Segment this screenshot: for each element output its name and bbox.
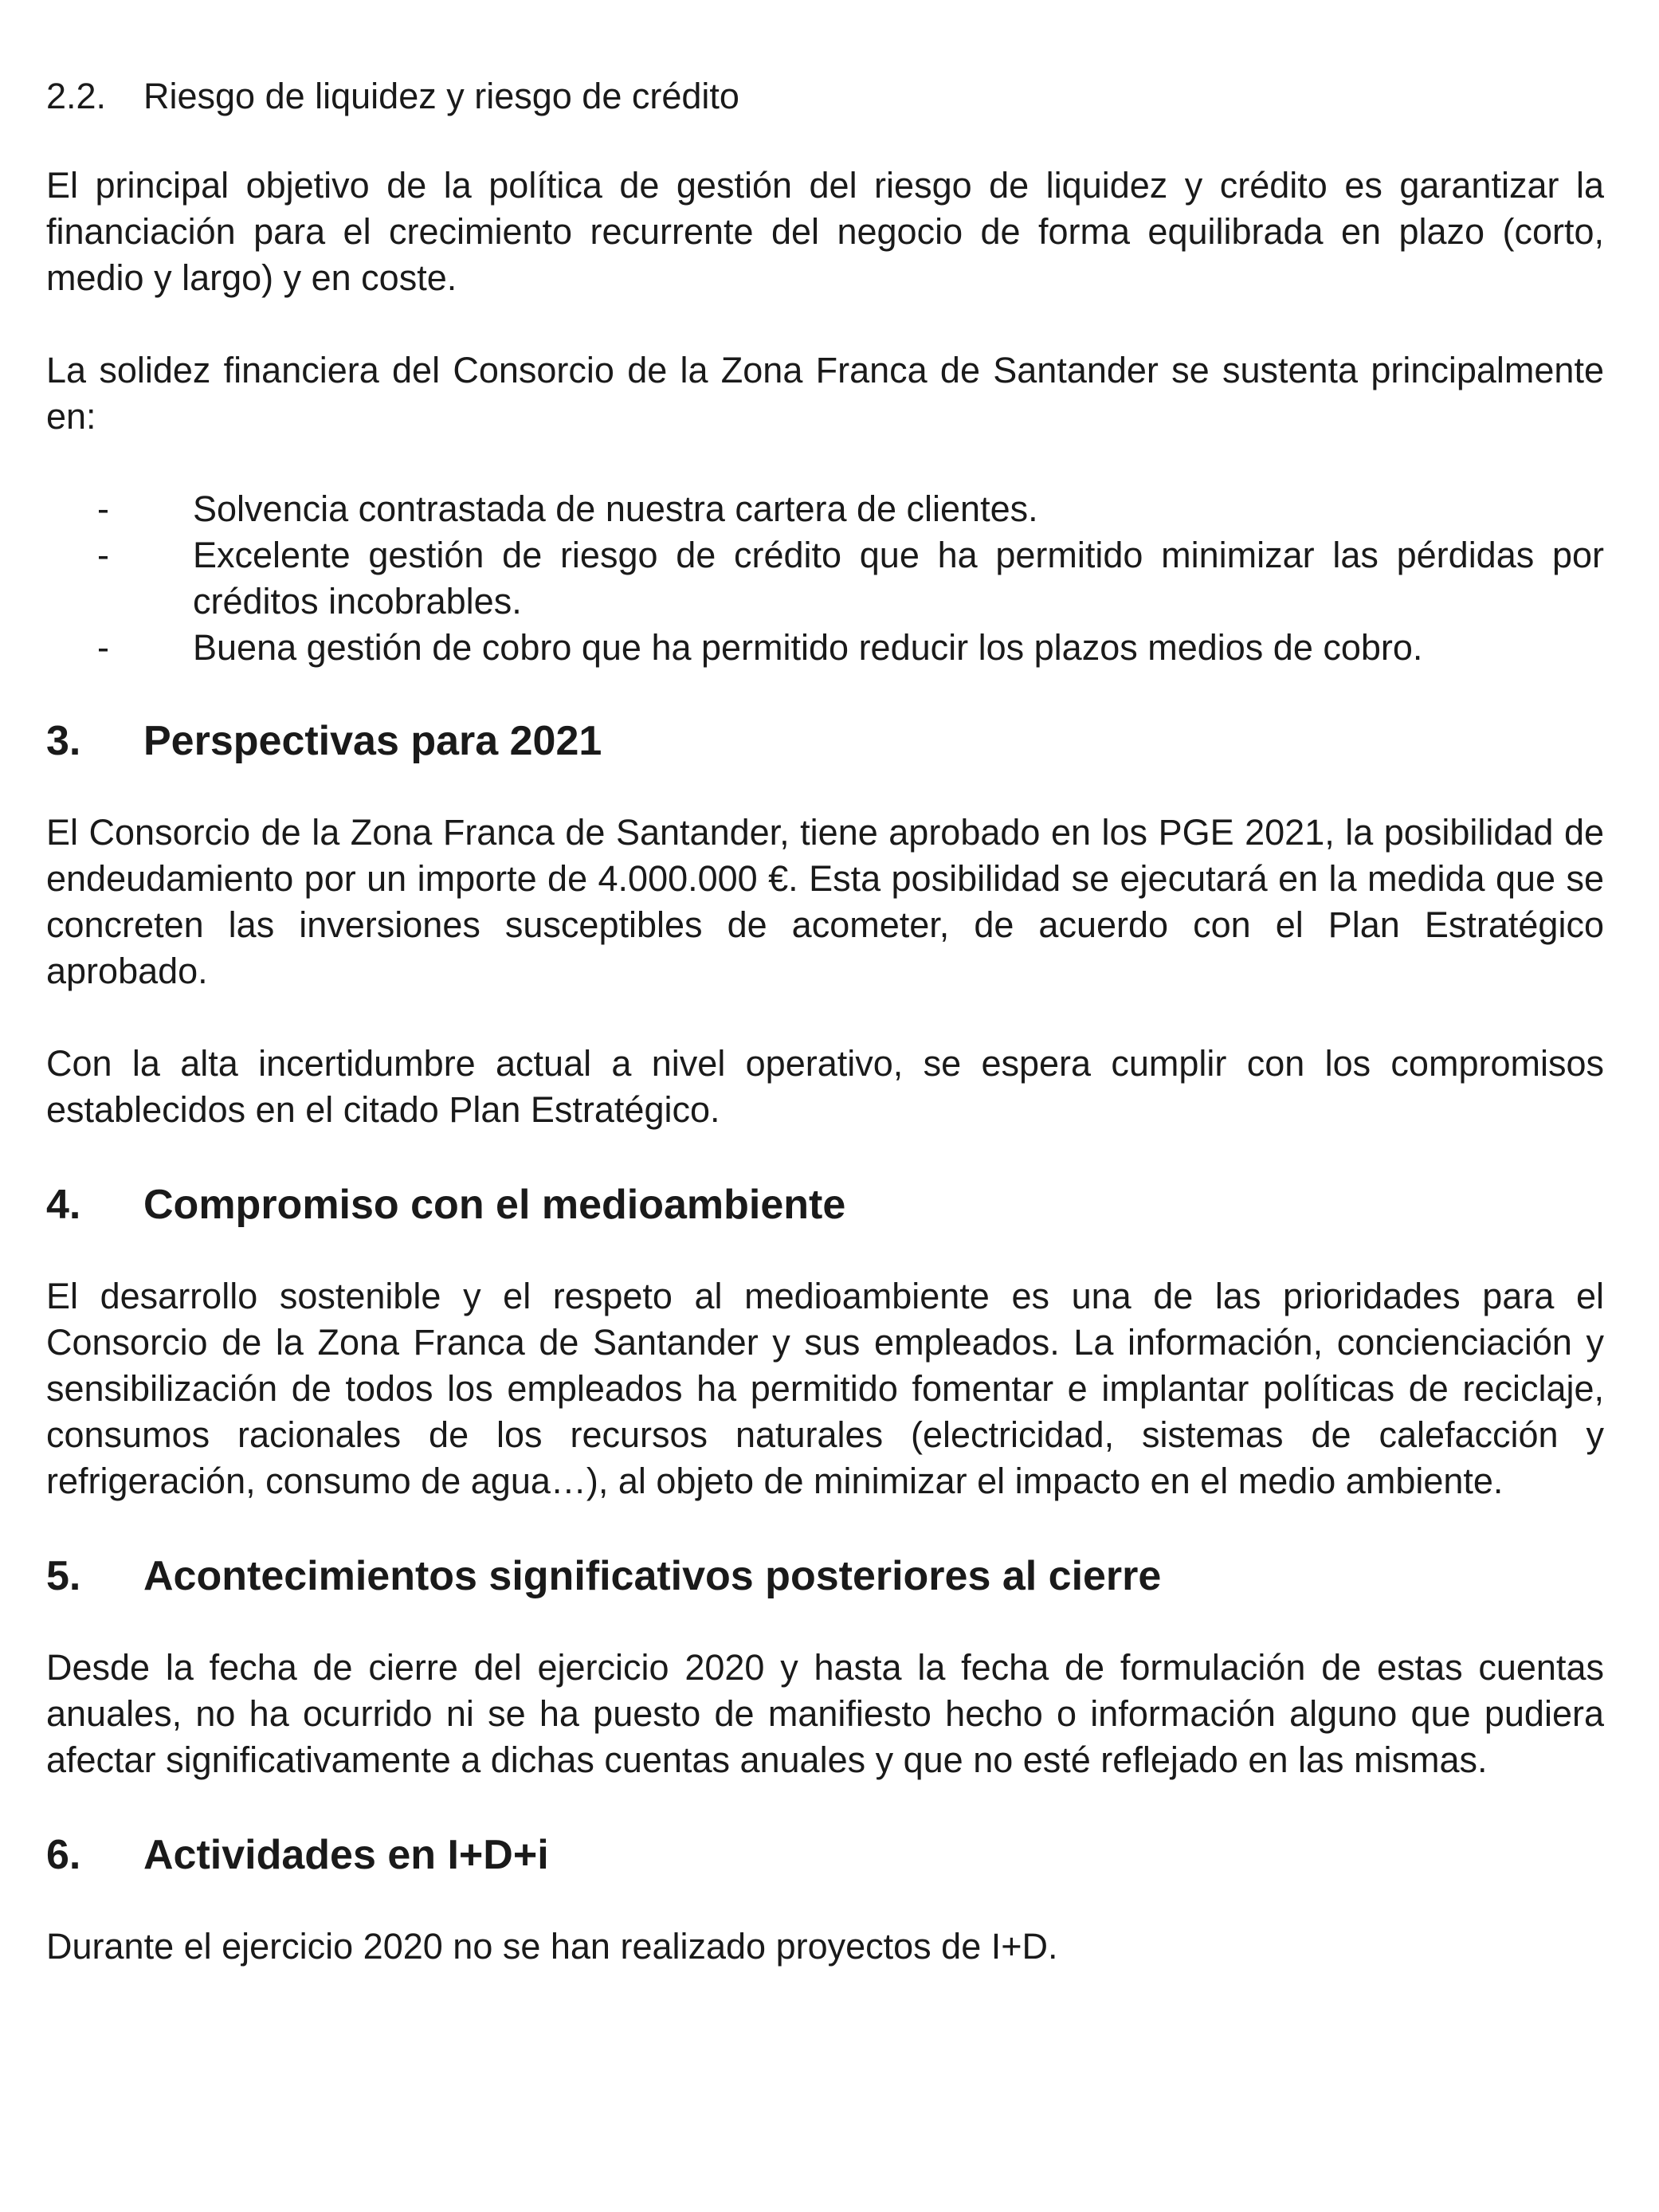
list-item	[46, 532, 1604, 625]
section-number: 3.	[46, 718, 81, 764]
list-item-text: Buena gestión de cobro que ha permitido reducir los plazos medios de cobro.	[193, 627, 1423, 668]
subsection-title: Riesgo de liquidez y riesgo de crédito	[143, 76, 739, 116]
paragraph: La solidez financiera del Consorcio de la Zona Franca de Santander se sustenta principalmente en:	[46, 350, 1604, 437]
paragraph: Desde la fecha de cierre del ejercicio 2020 y hasta la fecha de formulación de estas cuentas anuales, no ha ocurrido ni se ha puesto de manifiesto hecho o información alguno que pudiera afectar significativamente a dichas cuentas anuales y que no esté reflejado en las mismas.	[46, 1647, 1604, 1780]
section-heading-6	[46, 1830, 1604, 1881]
bullet-marker: -	[97, 488, 109, 529]
section-title: Acontecimientos significativos posteriores al cierre	[143, 1553, 1162, 1599]
paragraph: Con la alta incertidumbre actual a nivel operativo, se espera cumplir con los compromisos establecidos en el citado Plan Estratégico.	[46, 1043, 1604, 1130]
list-item-text: Excelente gestión de riesgo de crédito que ha permitido minimizar las pérdidas por créditos incobrables.	[193, 535, 1604, 622]
section-heading-3	[46, 716, 1604, 767]
list-item-text: Solvencia contrastada de nuestra cartera de clientes.	[193, 488, 1038, 529]
paragraph: El Consorcio de la Zona Franca de Santander, tiene aprobado en los PGE 2021, la posibilidad de endeudamiento por un importe de 4.000.000 €. Esta posibilidad se ejecutará en la medida que se concreten las inversiones susceptibles de acometer, de acuerdo con el Plan Estratégico aprobado.	[46, 812, 1604, 991]
bullet-marker: -	[97, 627, 109, 668]
section-number: 5.	[46, 1553, 81, 1599]
bullet-marker: -	[97, 535, 109, 575]
paragraph: Durante el ejercicio 2020 no se han realizado proyectos de I+D.	[46, 1926, 1058, 1967]
paragraph: El principal objetivo de la política de gestión del riesgo de liquidez y crédito es garantizar la financiación para el crecimiento recurrente del negocio de forma equilibrada en plazo (corto, medio y largo) y en coste.	[46, 165, 1604, 298]
list-item	[46, 625, 1604, 671]
section-number: 4.	[46, 1182, 81, 1228]
bullet-list	[46, 486, 1604, 671]
list-item	[46, 486, 1604, 532]
subsection-number: 2.2.	[46, 76, 107, 116]
paragraph: El desarrollo sostenible y el respeto al medioambiente es una de las prioridades para el Consorcio de la Zona Franca de Santander y sus empleados. La información, concienciación y sensibilización de todos los empleados ha permitido fomentar e implantar políticas de reciclaje, consumos racionales de los recursos naturales (electricidad, sistemas de calefacción y refrigeración, consumo de agua…), al objeto de minimizar el impacto en el medio ambiente.	[46, 1276, 1604, 1501]
section-title: Compromiso con el medioambiente	[143, 1182, 846, 1228]
section-title: Actividades en I+D+i	[143, 1832, 549, 1878]
document-page	[46, 73, 1604, 2016]
section-heading-5	[46, 1551, 1604, 1602]
subsection-heading	[46, 73, 1604, 120]
section-title: Perspectivas para 2021	[143, 718, 602, 764]
section-heading-4	[46, 1179, 1604, 1230]
section-number: 6.	[46, 1832, 81, 1878]
